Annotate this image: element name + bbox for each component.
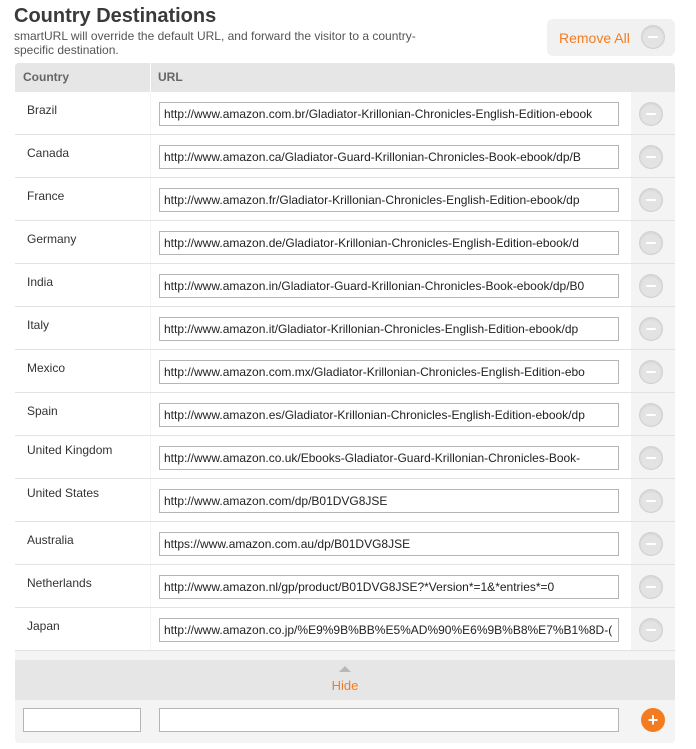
url-input[interactable] — [159, 618, 619, 642]
country-cell — [15, 221, 150, 263]
url-cell — [151, 393, 631, 435]
remove-all-minus-icon — [641, 25, 665, 49]
country-cell — [15, 565, 150, 607]
country-name: Spain — [27, 404, 58, 418]
table-row — [15, 436, 675, 479]
url-input[interactable] — [159, 532, 619, 556]
url-input[interactable] — [159, 274, 619, 298]
table-row — [15, 608, 675, 651]
country-cell — [15, 522, 150, 564]
remove-row-button[interactable] — [639, 317, 663, 341]
country-name: Brazil — [27, 103, 58, 117]
url-cell — [151, 436, 631, 478]
minus-icon — [646, 457, 656, 459]
table-header — [15, 63, 675, 92]
country-cell — [15, 307, 150, 349]
new-url-input[interactable] — [159, 708, 619, 732]
minus-icon — [646, 629, 656, 631]
minus-icon — [646, 242, 656, 244]
country-name: Germany — [27, 232, 77, 246]
url-input[interactable] — [159, 145, 619, 169]
minus-icon — [646, 414, 656, 416]
minus-icon — [646, 500, 656, 502]
remove-row-button[interactable] — [639, 532, 663, 556]
url-cell — [151, 135, 631, 177]
minus-icon — [646, 543, 656, 545]
country-cell — [15, 393, 150, 435]
minus-icon — [646, 156, 656, 158]
page-subtitle: smartURL will override the default URL, and forward the visitor to a country-specific destination. — [14, 29, 416, 57]
remove-row-button[interactable] — [639, 188, 663, 212]
country-cell — [15, 436, 150, 478]
country-cell — [15, 479, 150, 521]
country-name: Netherlands — [27, 576, 92, 590]
url-input[interactable] — [159, 575, 619, 599]
table-row — [15, 135, 675, 178]
minus-icon — [646, 199, 656, 201]
column-header-country: Country — [23, 70, 69, 84]
country-name: Canada — [27, 146, 70, 160]
url-cell — [151, 307, 631, 349]
table-row — [15, 350, 675, 393]
column-header-url: URL — [158, 70, 183, 84]
url-cell — [151, 221, 631, 263]
table-row — [15, 565, 675, 608]
minus-icon — [646, 328, 656, 330]
country-name: Japan — [27, 619, 60, 633]
minus-icon — [646, 586, 656, 588]
url-cell — [151, 608, 631, 650]
remove-row-button[interactable] — [639, 102, 663, 126]
minus-icon — [646, 371, 656, 373]
country-cell — [15, 178, 150, 220]
remove-row-button[interactable] — [639, 231, 663, 255]
add-row — [15, 700, 675, 743]
minus-icon — [646, 113, 656, 115]
remove-row-button[interactable] — [639, 274, 663, 298]
add-destination-button[interactable] — [641, 708, 665, 732]
plus-icon: + — [647, 709, 659, 730]
url-cell — [151, 522, 631, 564]
remove-row-button[interactable] — [639, 403, 663, 427]
table-row — [15, 307, 675, 350]
url-input[interactable] — [159, 360, 619, 384]
country-name: Australia — [27, 533, 74, 547]
remove-all-label: Remove All — [559, 29, 630, 46]
country-cell — [15, 135, 150, 177]
table-row — [15, 522, 675, 565]
url-cell — [151, 565, 631, 607]
remove-all-button[interactable] — [547, 19, 675, 56]
remove-row-button[interactable] — [639, 360, 663, 384]
table-row — [15, 393, 675, 436]
url-input[interactable] — [159, 446, 619, 470]
table-row — [15, 479, 675, 522]
url-cell — [151, 350, 631, 392]
country-cell — [15, 264, 150, 306]
remove-row-button[interactable] — [639, 145, 663, 169]
minus-icon — [646, 285, 656, 287]
country-name: Mexico — [27, 361, 66, 375]
country-name: Italy — [27, 318, 50, 332]
country-cell — [15, 350, 150, 392]
hide-toggle[interactable] — [15, 660, 675, 700]
remove-row-button[interactable] — [639, 446, 663, 470]
url-input[interactable] — [159, 317, 619, 341]
caret-up-icon — [339, 666, 351, 672]
url-input[interactable] — [159, 489, 619, 513]
table-row — [15, 178, 675, 221]
url-cell — [151, 479, 631, 521]
new-country-input[interactable] — [23, 708, 141, 732]
url-input[interactable] — [159, 231, 619, 255]
hide-label: Hide — [331, 678, 359, 693]
country-name: France — [27, 189, 65, 203]
url-cell — [151, 264, 631, 306]
remove-row-button[interactable] — [639, 489, 663, 513]
column-divider — [150, 63, 151, 92]
country-cell — [15, 92, 150, 134]
country-destinations-table — [15, 63, 675, 743]
country-name: United Kingdom — [27, 443, 113, 457]
url-cell — [151, 92, 631, 134]
country-name: India — [27, 275, 54, 289]
url-input[interactable] — [159, 403, 619, 427]
remove-row-button[interactable] — [639, 575, 663, 599]
url-cell — [151, 178, 631, 220]
table-row — [15, 92, 675, 135]
country-name: United States — [27, 486, 100, 500]
remove-row-button[interactable] — [639, 618, 663, 642]
country-cell — [15, 608, 150, 650]
table-row — [15, 221, 675, 264]
table-row — [15, 264, 675, 307]
page-title: Country Destinations — [14, 5, 217, 27]
url-input[interactable] — [159, 102, 619, 126]
url-input[interactable] — [159, 188, 619, 212]
